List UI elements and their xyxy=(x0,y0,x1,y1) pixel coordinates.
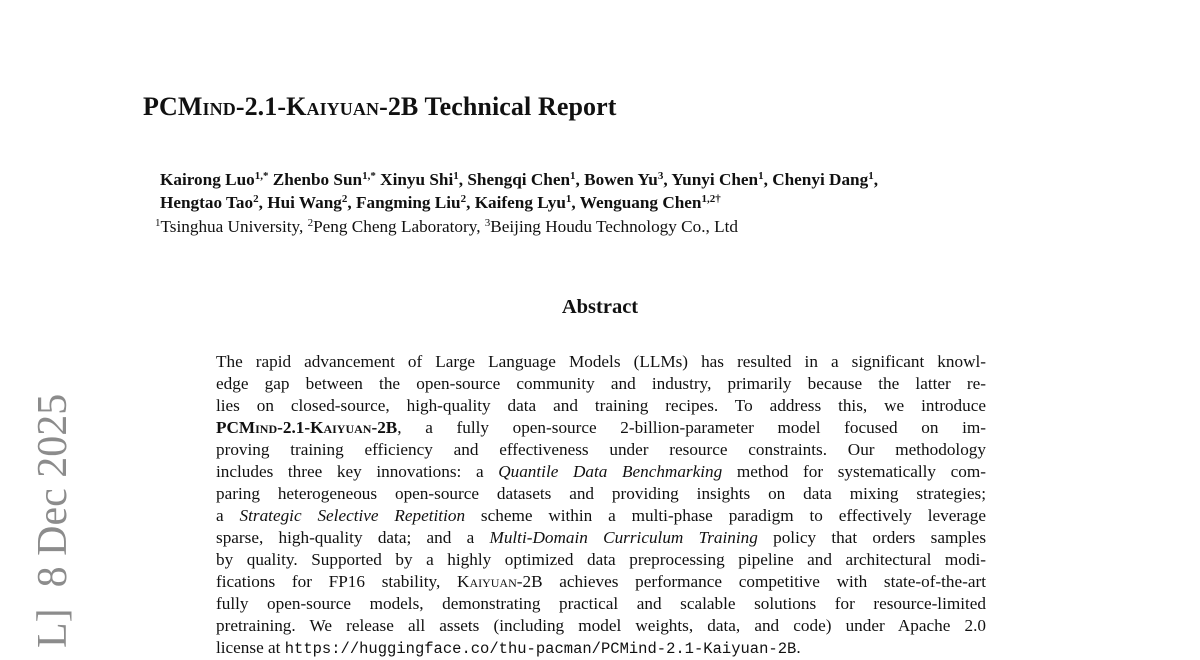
affiliation-marker: 1,* xyxy=(254,170,269,182)
author-name: Chenyi Dang$^1$ xyxy=(772,170,874,189)
affiliation: $^3$Beijing Houdu Technology Co., Ltd xyxy=(484,217,738,236)
abstract-line: lies on closed-source, high-quality data and training recipes. To address this, we introduce xyxy=(216,396,986,415)
author-name: Shengqi Chen$^1$ xyxy=(467,170,576,189)
author-name: Kairong Luo$^{1,*}$ xyxy=(160,170,269,189)
abstract-line: proving training efficiency and effectiveness under resource constraints. Our methodology xyxy=(216,440,986,459)
affiliation-marker: 1 xyxy=(565,193,572,205)
abstract-line: includes three key innovations: a Quantile Data Benchmarking method for systematically com- xyxy=(216,462,986,481)
affiliation-marker: 2 xyxy=(253,193,259,205)
author-name: Yunyi Chen$^1$ xyxy=(671,170,764,189)
author-name: Xinyu Shi$^1$ xyxy=(380,170,459,189)
author-line-2: Hengtao Tao$^2$, Hui Wang$^2$, Fangming Liu$^2$, Kaifeng Lyu$^1$, Wenguang Chen$^{1,2\dagger}$ xyxy=(160,193,721,212)
affiliation-marker: 1,* xyxy=(362,170,376,182)
author-name: Kaifeng Lyu$^1$ xyxy=(474,193,572,212)
term-multi-domain-curriculum-training: Multi-Domain Curriculum Training xyxy=(489,528,758,547)
affiliation-marker: 1,2† xyxy=(701,193,721,205)
author-name: Fangming Liu$^2$ xyxy=(356,193,467,212)
affiliation-marker: 1 xyxy=(453,170,459,182)
abstract-line: edge gap between the open-source community and industry, primarily because the latter re- xyxy=(216,374,986,393)
affiliation-marker: 1 xyxy=(570,170,576,182)
affiliations: $^1$Tsinghua University, $^2$Peng Cheng Laboratory, $^3$Beijing Houdu Technology Co., Ltd xyxy=(155,217,738,236)
abstract-line: a Strategic Selective Repetition scheme within a multi-phase paradigm to effectively leverage xyxy=(216,506,986,525)
author-list xyxy=(160,168,1080,214)
abstract-line: by quality. Supported by a highly optimized data preprocessing pipeline and architectural modi- xyxy=(216,550,986,569)
affiliation-marker: 3 xyxy=(657,170,664,182)
abstract-line: fications for FP16 stability, Kaiyuan-2B achieves performance competitive with state-of-the-art xyxy=(216,572,986,591)
affiliation-marker: 2 xyxy=(460,193,467,205)
abstract-line: PCMind-2.1-Kaiyuan-2B, a fully open-source 2-billion-parameter model focused on im- xyxy=(216,418,986,437)
author-name: Zhenbo Sun$^{1,*}$ xyxy=(272,170,376,189)
author-name: Hengtao Tao$^2$ xyxy=(160,193,259,212)
abstract-line: pretraining. We release all assets (including model weights, data, and code) under Apache 2.0 xyxy=(216,616,986,635)
affiliation-marker: 1 xyxy=(758,170,764,182)
abstract-body xyxy=(216,351,986,659)
term-strategic-selective-repetition: Strategic Selective Repetition xyxy=(239,506,466,525)
huggingface-link[interactable]: https://huggingface.co/thu-pacman/PCMind-2.1-Kaiyuan-2B xyxy=(284,640,797,658)
author-name: Hui Wang$^2$ xyxy=(267,193,348,212)
abstract-line: fully open-source models, demonstrating practical and scalable solutions for resource-limited xyxy=(216,594,986,613)
author-line-1: Kairong Luo$^{1,*}$ Zhenbo Sun$^{1,*}$ Xinyu Shi$^1$, Shengqi Chen$^1$, Bowen Yu$^3$, Yunyi Chen$^1$, Chenyi Dang$^1$, xyxy=(160,170,878,189)
affiliation: $^2$Peng Cheng Laboratory xyxy=(307,217,477,236)
abstract-line: sparse, high-quality data; and a Multi-Domain Curriculum Training policy that orders samples xyxy=(216,528,987,547)
affiliation: $^1$Tsinghua University xyxy=(155,217,300,236)
model-name: PCMind-2.1-Kaiyuan-2B xyxy=(216,418,398,437)
paper-title: PCMind-2.1-Kaiyuan-2B Technical Report xyxy=(143,92,617,121)
term-quantile-data-benchmarking: Quantile Data Benchmarking xyxy=(498,462,723,481)
affiliation-marker: 2 xyxy=(341,193,348,205)
abstract-heading: Abstract xyxy=(561,296,639,318)
author-name: Bowen Yu$^3$ xyxy=(584,170,664,189)
abstract-line: license at https://huggingface.co/thu-pacman/PCMind-2.1-Kaiyuan-2B. xyxy=(216,638,801,658)
arxiv-date: 8 Dec 2025 xyxy=(30,393,76,588)
affiliation-marker: 1 xyxy=(868,170,874,182)
author-name: Wenguang Chen$^{1,2\dagger}$ xyxy=(579,193,721,212)
arxiv-bracket: L] xyxy=(30,608,76,648)
abstract-line: paring heterogeneous open-source datasets and providing insights on data mixing strategies; xyxy=(216,484,986,503)
abstract-line: The rapid advancement of Large Language Models (LLMs) has resulted in a significant knowl- xyxy=(216,352,986,371)
